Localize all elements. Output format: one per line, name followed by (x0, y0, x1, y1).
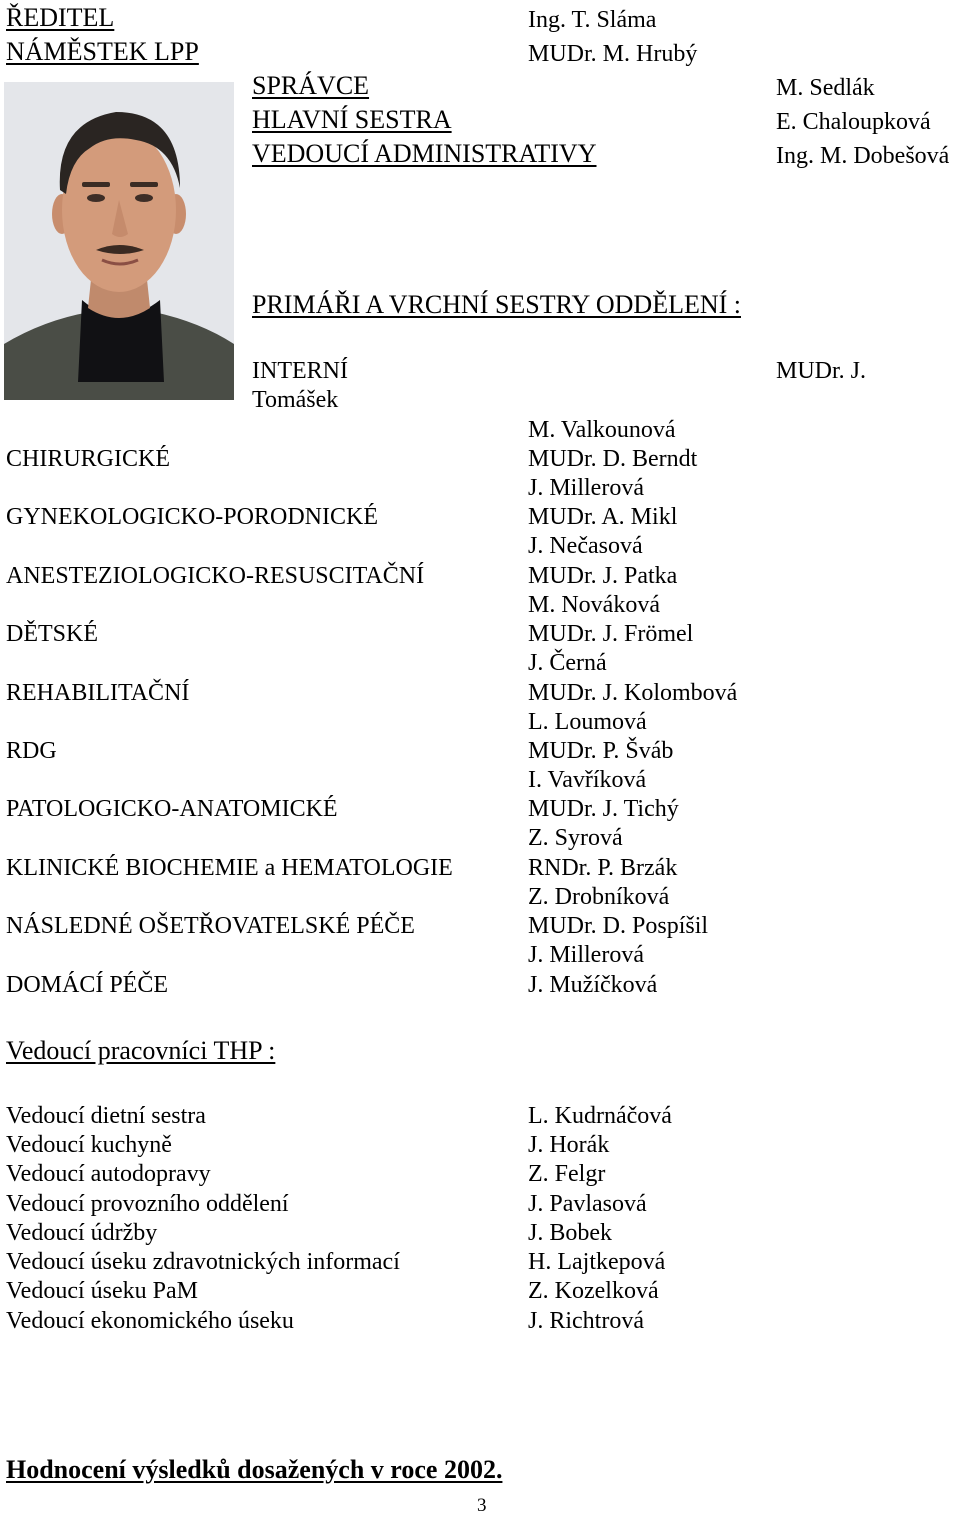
administrator-name: M. Sedlák (776, 75, 875, 101)
thp-role: Vedoucí úseku zdravotnických informací (6, 1249, 400, 1275)
dept-nurse: J. Millerová (528, 942, 644, 968)
admin-head-name: Ing. M. Dobešová (776, 143, 950, 169)
dept-doctor: MUDr. A. Mikl (528, 504, 678, 530)
director-name: Ing. T. Sláma (528, 7, 657, 33)
dept-nurse: Z. Syrová (528, 825, 623, 851)
dept-doctor: MUDr. D. Berndt (528, 446, 698, 472)
dept-name: ANESTEZIOLOGICKO-RESUSCITAČNÍ (6, 563, 425, 589)
dept-name: NÁSLEDNÉ OŠETŘOVATELSKÉ PÉČE (6, 913, 415, 939)
dept-name: CHIRURGICKÉ (6, 446, 171, 472)
thp-name: J. Horák (528, 1132, 610, 1158)
thp-role: Vedoucí ekonomického úseku (6, 1308, 294, 1334)
thp-heading: Vedoucí pracovníci THP : (6, 1036, 276, 1065)
dept-nurse: M. Nováková (528, 592, 660, 618)
thp-role: Vedoucí dietní sestra (6, 1103, 206, 1129)
head-nurse-name: E. Chaloupková (776, 109, 931, 135)
primari-heading: PRIMÁŘI A VRCHNÍ SESTRY ODDĚLENÍ : (252, 290, 741, 319)
dept-doctor: J. Mužíčková (528, 972, 658, 998)
thp-role: Vedoucí úseku PaM (6, 1278, 198, 1304)
dept-doctor: MUDr. J. Tichý (528, 796, 679, 822)
head-nurse-role: HLAVNÍ SESTRA (252, 105, 452, 134)
dept-name: DĚTSKÉ (6, 621, 98, 647)
dept-nurse: L. Loumová (528, 709, 647, 735)
dept-doctor: MUDr. D. Pospíšil (528, 913, 709, 939)
dept-name: GYNEKOLOGICKO-PORODNICKÉ (6, 504, 378, 530)
thp-name: J. Pavlasová (528, 1191, 647, 1217)
thp-name: J. Richtrová (528, 1308, 644, 1334)
thp-role: Vedoucí autodopravy (6, 1161, 211, 1187)
thp-name: Z. Felgr (528, 1161, 606, 1187)
dept-nurse: J. Černá (528, 650, 607, 676)
dept-nurse: J. Nečasová (528, 533, 643, 559)
dept-doctor: RNDr. P. Brzák (528, 855, 678, 881)
dept-interni-label: INTERNÍ (252, 358, 348, 384)
deputy-name: MUDr. M. Hrubý (528, 41, 698, 67)
deputy-role: NÁMĚSTEK LPP (6, 37, 199, 66)
dept-doctor: MUDr. J. Frömel (528, 621, 694, 647)
dept-interni-doctor-surname: Tomášek (252, 387, 339, 413)
administrator-role: SPRÁVCE (252, 71, 370, 100)
dept-name: REHABILITAČNÍ (6, 680, 190, 706)
thp-role: Vedoucí kuchyně (6, 1132, 172, 1158)
dept-nurse: I. Vavříková (528, 767, 647, 793)
dept-name: PATOLOGICKO-ANATOMICKÉ (6, 796, 338, 822)
dept-doctor: MUDr. P. Šváb (528, 738, 674, 764)
dept-doctor: MUDr. J. Kolombová (528, 680, 738, 706)
results-heading: Hodnocení výsledků dosažených v roce 2002. (6, 1455, 503, 1484)
dept-name: RDG (6, 738, 57, 764)
dept-interni-nurse: M. Valkounová (528, 417, 676, 443)
dept-nurse: Z. Drobníková (528, 884, 670, 910)
dept-interni-doctor: MUDr. J. (776, 358, 867, 384)
director-role: ŘEDITEL (6, 3, 115, 32)
dept-doctor: MUDr. J. Patka (528, 563, 678, 589)
thp-name: H. Lajtkepová (528, 1249, 666, 1275)
thp-role: Vedoucí údržby (6, 1220, 158, 1246)
admin-head-role: VEDOUCÍ ADMINISTRATIVY (252, 139, 597, 168)
dept-nurse: J. Millerová (528, 475, 644, 501)
thp-role: Vedoucí provozního oddělení (6, 1191, 289, 1217)
director-portrait-photo (4, 82, 234, 400)
thp-name: J. Bobek (528, 1220, 612, 1246)
thp-name: L. Kudrnáčová (528, 1103, 672, 1129)
thp-name: Z. Kozelková (528, 1278, 659, 1304)
dept-name: KLINICKÉ BIOCHEMIE a HEMATOLOGIE (6, 855, 453, 881)
page-number: 3 (477, 1495, 487, 1516)
dept-name: DOMÁCÍ PÉČE (6, 972, 169, 998)
